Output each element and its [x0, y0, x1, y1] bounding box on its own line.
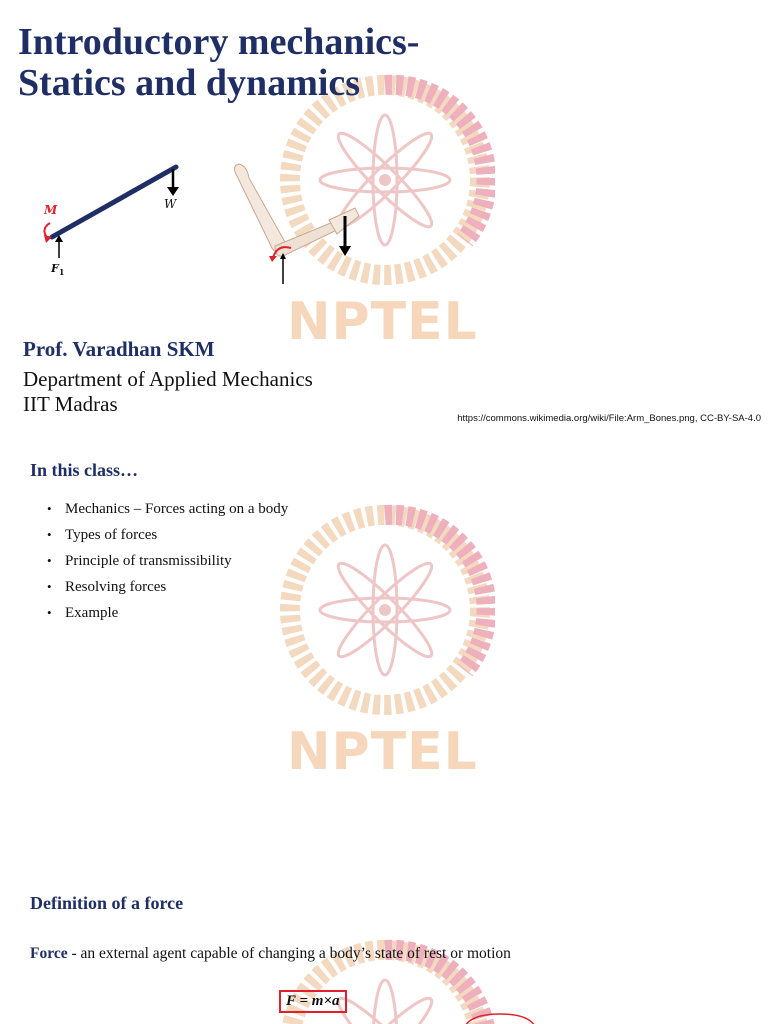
newton-formula: F = m×a	[279, 990, 347, 1013]
agenda-list	[44, 500, 288, 630]
weight-arrowhead-icon	[167, 187, 179, 196]
list-item: • Principle of transmissibility	[44, 552, 288, 578]
department-name: Department of Applied Mechanics	[23, 367, 313, 391]
force-definition	[30, 945, 511, 963]
list-item: • Resolving forces	[44, 578, 288, 604]
force-label: $F_1$	[51, 262, 65, 277]
nptel-watermark-text: NPTEL	[287, 722, 478, 782]
nptel-logo-icon	[275, 500, 495, 720]
nptel-watermark	[275, 500, 495, 782]
agenda-slide	[0, 440, 768, 870]
list-item: • Types of forces	[44, 526, 288, 552]
lever-diagram	[30, 155, 200, 285]
nptel-watermark-text: NPTEL	[287, 292, 478, 352]
moment-label: M	[44, 203, 58, 217]
title-line-1: Introductory mechanics-	[18, 21, 420, 63]
title-slide	[0, 0, 768, 440]
weight-label: W	[164, 197, 177, 211]
humerus-bone	[234, 164, 286, 254]
definition-heading: Definition of a force	[30, 893, 184, 913]
lever-beam	[52, 167, 176, 237]
professor-name: Prof. Varadhan SKM	[23, 337, 215, 361]
force-keyword: Force	[30, 945, 68, 962]
load-arrowhead-icon	[339, 246, 351, 256]
forearm-bone	[275, 222, 341, 257]
joint-moment-arrowhead-icon	[269, 256, 277, 262]
definition-text: - an external agent capable of changing a body’s state of rest or motion	[67, 945, 511, 962]
list-item: • Example	[44, 604, 288, 630]
page-title	[18, 22, 419, 104]
title-line-2: Statics and dynamics	[18, 62, 361, 104]
definition-slide	[0, 870, 768, 1024]
arm-bones-illustration	[225, 160, 365, 290]
list-item: • Mechanics – Forces acting on a body	[44, 500, 288, 526]
annotation-circle-icon	[460, 1010, 540, 1024]
agenda-heading: In this class…	[30, 460, 139, 480]
image-credit: https://commons.wikimedia.org/wiki/File:Arm_Bones.png, CC-BY-SA-4.0	[457, 413, 761, 424]
institute-name: IIT Madras	[23, 392, 118, 416]
